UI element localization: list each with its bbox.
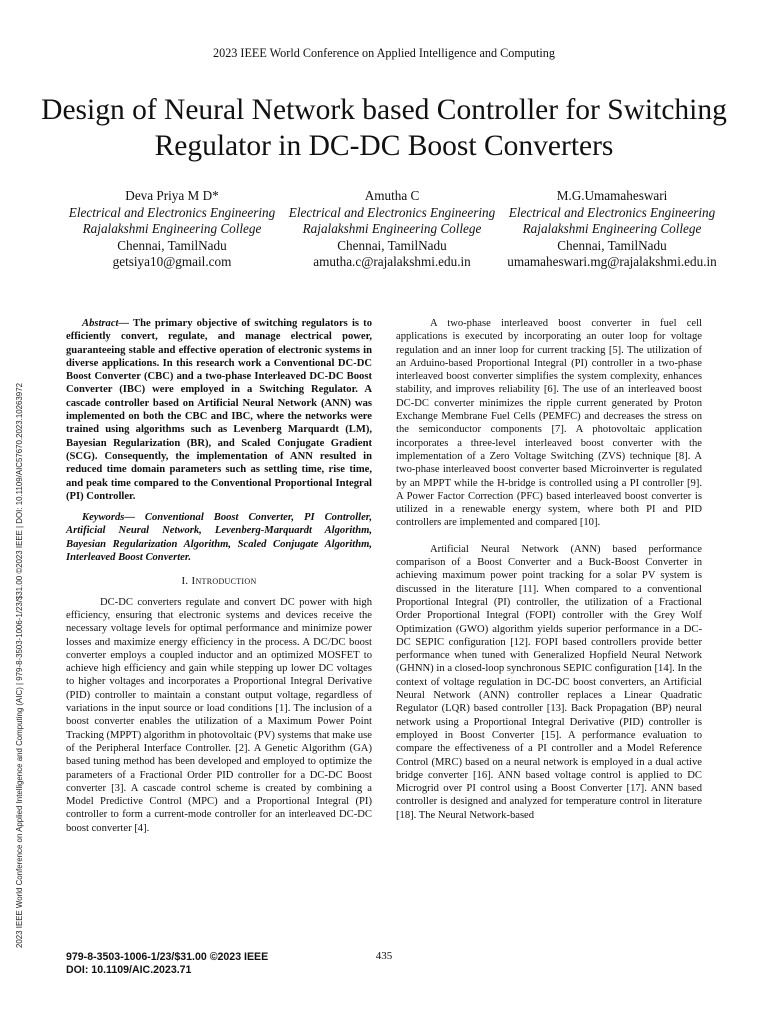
side-copyright-note: 2023 IEEE World Conference on Applied Intelligence and Computing (AIC) | 979-8-3503-1006-1/23/$31.00 ©2023 IEEE | DOI: 10.1109/AIC57670.2023.10263972 <box>15 383 24 948</box>
footer-doi: DOI: 10.1109/AIC.2023.71 <box>66 964 192 977</box>
right-column <box>396 317 702 822</box>
left-column <box>66 317 372 835</box>
author-name: Amutha C <box>364 188 420 203</box>
author-location: Chennai, TamilNadu <box>117 237 227 253</box>
author-email[interactable]: amutha.c@rajalakshmi.edu.in <box>313 254 471 270</box>
keywords: Keywords— Conventional Boost Converter, PI Controller, Artificial Neural Network, Levenberg-Marquardt Algorithm, Bayesian Regularization Algorithm, Scaled Conjugate Algorithm, Interleaved Boost Converter. <box>66 512 372 564</box>
body-paragraph: A two-phase interleaved boost converter in fuel cell applications is executed by incorporating an outer loop for voltage regulation and an inner loop for current tracking [5]. The utilization of an Arduino-based Proportional Integral (PI) controller in a two-phase interleaved boost converter simplifies the system complexity, enhances stability, and improves reliability [6]. The use of an interleaved boost DC-DC converter minimizes the ripple current generated by Proton Exchange Membrane Fuel Cells (PEMFC) and decreases the stress on the semiconductor components [7]. A photovoltaic application incorporates a three-level interleaved boost converter with the implementation of a Zero Voltage Switching (ZVS) technique [8]. A two-phase interleaved boost converter based Microinverter is regulated by an MPPT while the H-bridge is controlled using a PI controller [9]. A Power Factor Correction (PFC) based interleaved boost converter is utilized in a renewable energy system, where both PI and PID controllers are implemented and compared [10]. <box>396 318 702 529</box>
author-block <box>66 188 718 271</box>
author-institution: Rajalakshmi Engineering College <box>522 221 702 237</box>
author-1 <box>66 188 278 271</box>
author-dept: Electrical and Electronics Engineering <box>68 204 276 220</box>
author-email[interactable]: umamaheswari.mg@rajalakshmi.edu.in <box>507 254 717 270</box>
author-name: M.G.Umamaheswari <box>556 188 668 203</box>
body-paragraph: Artificial Neural Network (ANN) based performance comparison of a Boost Converter and a Buck-Boost Converter in achieving maximum power point tracking for a solar PV system is discussed in the literature [11]. When compared to a conventional Proportional Integral (PI) controller, the utilization of a Fractional Order Proportional Integral (FOPI) controller with the Grey Wolf Optimization (GWO) algorithm yields superior performance in a DC-DC SEPIC configuration [12]. FOPI based controllers provide better performance when tuned with Generalized Hopfield Neural Network (GHNN) in a closed-loop synchronous SEPIC configuration [14]. In the context of voltage regulation in DC-DC boost converters, an Artificial Neural Network (ANN) controller replaces a Linear Quadratic Regulator (LQR) based controller [13]. Back Propagation (BP) neural network using a Proportional Integral Derivative (PID) controller is employed in Boost Converter [15]. A performance evaluation to compare the effectiveness of a PI controller and a Model Reference Control (MRC) based on a neural network is employed in a dual active bridge converter [16]. ANN based voltage control is applied to DC Microgrid over PI control using a Boost Converter [17]. ANN based controller is designed and analyzed for temperature control in literature [18]. The Neural Network-based <box>396 543 702 821</box>
author-location: Chennai, TamilNadu <box>337 237 447 253</box>
author-location: Chennai, TamilNadu <box>557 237 667 253</box>
author-dept: Electrical and Electronics Engineering <box>508 204 716 220</box>
author-institution: Rajalakshmi Engineering College <box>82 221 262 237</box>
author-2 <box>286 188 498 271</box>
author-dept: Electrical and Electronics Engineering <box>288 204 496 220</box>
author-email[interactable]: getsiya10@gmail.com <box>112 254 232 270</box>
section-heading-introduction: I. Introduction <box>181 575 257 588</box>
paper-title: Design of Neural Network based Controller for Switching Regulator in DC-DC Boost Converters <box>41 94 727 162</box>
abstract <box>66 317 372 503</box>
author-institution: Rajalakshmi Engineering College <box>302 221 482 237</box>
intro-paragraph: DC-DC converters regulate and convert DC power with high efficiency, ensuring that electronic systems and devices receive the necessary voltage levels for optimal performance and minimize power losses and maximize energy efficiency in the process. A DC/DC boost converter employs a coupled inductor and an optimized MOSFET to achieve high efficiency and gain while stepping up lower DC voltages to higher voltages and incorporates a Proportional Integral Derivative (PID) controller to maintain a constant output voltage, regardless of variations in the input source or load conditions [1]. The inclusion of a boost converter enables the utilization of a Maximum Power Point Tracking (MPPT) algorithm in photovoltaic (PV) systems that make use of the Peripheral Interface Controller. [2]. A Genetic Algorithm (GA) based tuning method has been developed and employed to optimize the parameters of a Fractional Order PID controller for a DC-DC Boost converter [3]. A cascade control scheme is created by combining a Model Predictive Control (MPC) and a Proportional Integral (PI) controller to form a current-mode controller for an interleaved DC-DC boost converter [4]. <box>66 596 372 834</box>
conference-header: 2023 IEEE World Conference on Applied Intelligence and Computing <box>213 46 555 60</box>
abstract-label: Abstract— <box>82 318 130 329</box>
page-number: 435 <box>375 950 393 962</box>
author-3 <box>506 188 718 271</box>
abstract-text: The primary objective of switching regulators is to efficiently convert, regulate, and manage electrical power, guaranteeing stable and effective operation of electronic systems in diverse applications. In this research work a Conventional DC-DC Boost Converter (CBC) and a two-phase Interleaved DC-DC Boost Converter (IBC) were employed in a Switching Regulator. A cascade controller based on Artificial Neural Network (ANN) was implemented on both the CBC and IBC, where the networks were trained using algorithms such as Levenberg Marquardt (LM), Bayesian Regularization (BR), and Scaled Conjugate Gradient (SCG). Consequently, the implementation of ANN resulted in reduced time domain parameters such as settling time, rise time, and peak time compared to the Conventional Proportional Integral (PI) Controller. <box>66 318 372 502</box>
footer-isbn: 979-8-3503-1006-1/23/$31.00 ©2023 IEEE <box>66 951 269 963</box>
author-name: Deva Priya M D* <box>125 188 219 203</box>
